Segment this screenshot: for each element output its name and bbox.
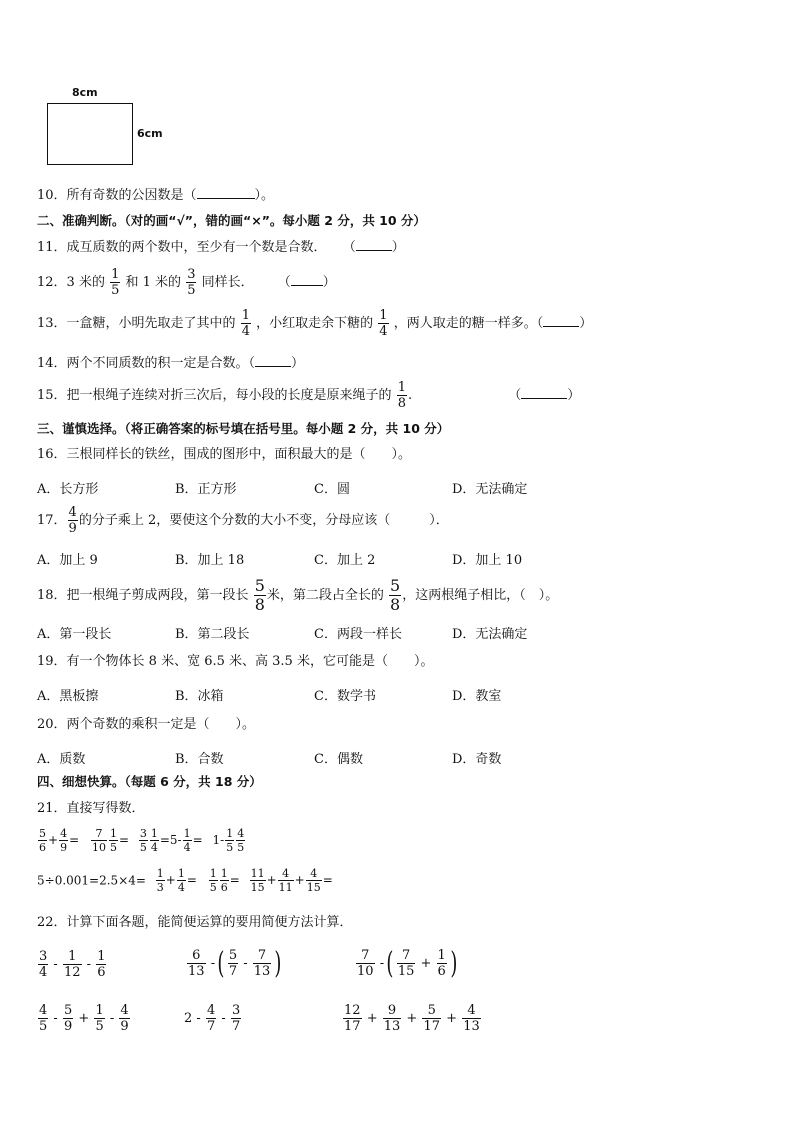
question-20: 20．两个奇数的乘积一定是（ ）。 <box>37 717 256 732</box>
q12-paren-open: （ <box>277 275 291 290</box>
q15-paren-open: （ <box>508 388 522 403</box>
q20-option-b[interactable]: B．合数 <box>175 752 224 767</box>
q11-text: 11．成互质数的两个数中，至少有一个数是合数． <box>37 240 327 255</box>
question-14 <box>37 354 304 373</box>
q21-row-2: 5÷0.001=2.5×4= $\frac{1}{3}$ + $\frac{1}{4}$ = $\frac{1}{5}$ $\frac{1}{6}$ = $\frac{11}{15}$ + $\frac{4}{11}$ + $\frac{4}{15}$ = <box>37 867 333 894</box>
q18-option-a[interactable]: A．第一段长 <box>37 627 112 642</box>
question-22: 22．计算下面各题，能简便运算的要用简便方法计算． <box>37 915 353 930</box>
q18-text-a: 18．把一根绳子剪成两段，第一段长 <box>37 588 249 603</box>
figure-side-label: 6cm <box>137 127 163 140</box>
q22-expr-1: $\frac{3}{4}$ - $\frac{1}{12}$ - $\frac{1}{6}$ <box>39 949 106 980</box>
q16-option-a[interactable]: A．长方形 <box>37 482 99 497</box>
fraction: $\frac{1}{4}$ <box>379 308 388 339</box>
q22-expr-2: $\frac{6}{13}$ -( $\frac{5}{7}$ - $\frac{7}{13}$ ) <box>188 946 282 981</box>
question-16: 16．三根同样长的铁丝，围成的图形中，面积最大的是（ ）。 <box>37 447 412 462</box>
q22-expr-6: $\frac{12}{17}$ + $\frac{9}{13}$ + $\frac{5}{17}$ + $\frac{4}{13}$ <box>344 1003 480 1034</box>
fraction: $\frac{1}{8}$ <box>397 380 406 411</box>
q16-option-b[interactable]: B．正方形 <box>175 482 237 497</box>
q14-paren-close: ） <box>291 356 305 371</box>
q15-paren-close: ） <box>567 388 581 403</box>
answer-blank[interactable] <box>356 238 392 251</box>
q16-option-d[interactable]: D．无法确定 <box>452 482 528 497</box>
q20-option-c[interactable]: C．偶数 <box>314 752 363 767</box>
q18-text-c: ，这两根绳子相比，（ ）。 <box>402 588 559 603</box>
fraction: $\frac{1}{4}$ <box>241 308 250 339</box>
q15-text-a: 15．把一根绳子连续对折三次后，每小段的长度是原来绳子的 <box>37 388 392 403</box>
q12-text-c: 同样长． <box>201 275 254 290</box>
q18-option-b[interactable]: B．第二段长 <box>175 627 250 642</box>
question-12 <box>37 267 336 299</box>
question-21: 21．直接写得数． <box>37 801 145 816</box>
q18-option-c[interactable]: C．两段一样长 <box>314 627 402 642</box>
answer-blank[interactable] <box>521 386 567 399</box>
q12-text-a: 12．3 米的 <box>37 275 105 290</box>
q22-expr-5: 2 - $\frac{4}{7}$ - $\frac{3}{7}$ <box>184 1003 241 1034</box>
fraction: $\frac{5}{8}$ <box>254 576 265 614</box>
question-13 <box>37 308 592 340</box>
q17-text-a: 17． <box>37 513 67 528</box>
q13-text-b: ，小红取走余下糖的 <box>256 316 374 331</box>
section-2-title: 二、准确判断。（对的画“√”，错的画“×”。每小题 2 分，共 10 分） <box>37 213 426 228</box>
fraction: $\frac{3}{5}$ <box>187 267 196 298</box>
question-15 <box>37 380 580 412</box>
answer-blank[interactable] <box>197 186 255 199</box>
q17-option-a[interactable]: A．加上 9 <box>37 553 98 568</box>
q17-option-c[interactable]: C．加上 2 <box>314 553 376 568</box>
figure-top-label: 8cm <box>72 86 98 99</box>
q22-expr-4: $\frac{4}{5}$ - $\frac{5}{9}$ + $\frac{1}{5}$ - $\frac{4}{9}$ <box>39 1003 129 1034</box>
q11-paren-close: ） <box>391 240 405 255</box>
section-4-title: 四、细想快算。（每题 6 分，共 18 分） <box>37 774 262 789</box>
q13-text-c: ，两人取走的糖一样多。（ <box>393 316 544 331</box>
q10-end: ）。 <box>254 188 275 203</box>
question-10 <box>37 186 274 205</box>
fraction: $\frac{5}{8}$ <box>390 576 401 614</box>
question-11 <box>37 238 405 257</box>
q21-row-1: $\frac{5}{6}$ + $\frac{4}{9}$ = $\frac{7}{10}$ $\frac{1}{5}$ = $\frac{3}{5}$ $\frac{1}{4}$ =5- $\frac{1}{4}$ = 1- $\frac{1}{5}$ $\frac{4}{5}$ <box>39 827 245 854</box>
q15-dot: . <box>407 388 413 403</box>
rectangle-figure <box>47 103 133 165</box>
q18-text-b: 米，第二段占全长的 <box>266 588 384 603</box>
fraction: $\frac{1}{5}$ <box>111 267 120 298</box>
answer-blank[interactable] <box>543 314 579 327</box>
q18-option-d[interactable]: D．无法确定 <box>452 627 528 642</box>
fraction: $\frac{4}{9}$ <box>68 505 77 536</box>
q19-option-d[interactable]: D．教室 <box>452 689 502 704</box>
q20-option-a[interactable]: A．质数 <box>37 752 86 767</box>
q19-option-a[interactable]: A．黑板擦 <box>37 689 99 704</box>
q13-text-a: 13．一盒糖，小明先取走了其中的 <box>37 316 236 331</box>
q12-text-b: 和 1 米的 <box>125 275 182 290</box>
q13-paren-close: ） <box>579 316 593 331</box>
question-18 <box>37 578 558 614</box>
q20-option-d[interactable]: D．奇数 <box>452 752 502 767</box>
q19-option-c[interactable]: C．数学书 <box>314 689 376 704</box>
q17-option-d[interactable]: D．加上 10 <box>452 553 523 568</box>
question-17 <box>37 505 449 537</box>
q17-text-b: 的分子乘上 2，要使这个分数的大小不变，分母应该（ ）． <box>78 513 449 528</box>
q16-option-c[interactable]: C．圆 <box>314 482 350 497</box>
answer-blank[interactable] <box>255 354 291 367</box>
q14-text: 14．两个不同质数的积一定是合数。（ <box>37 356 256 371</box>
q22-expr-3: $\frac{7}{10}$ -( $\frac{7}{15}$ + $\frac{1}{6}$ ) <box>357 946 458 981</box>
q17-option-b[interactable]: B．加上 18 <box>175 553 245 568</box>
question-19: 19．有一个物体长 8 米、宽 6.5 米、高 3.5 米，它可能是（ ）。 <box>37 654 434 669</box>
answer-blank[interactable] <box>291 273 323 286</box>
q19-option-b[interactable]: B．冰箱 <box>175 689 224 704</box>
q12-paren-close: ） <box>322 275 336 290</box>
q10-text: 10．所有奇数的公因数是（ <box>37 188 197 203</box>
q11-paren-open: （ <box>342 240 356 255</box>
section-3-title: 三、谨慎选择。（将正确答案的标号填在括号里。每小题 2 分，共 10 分） <box>37 421 450 436</box>
